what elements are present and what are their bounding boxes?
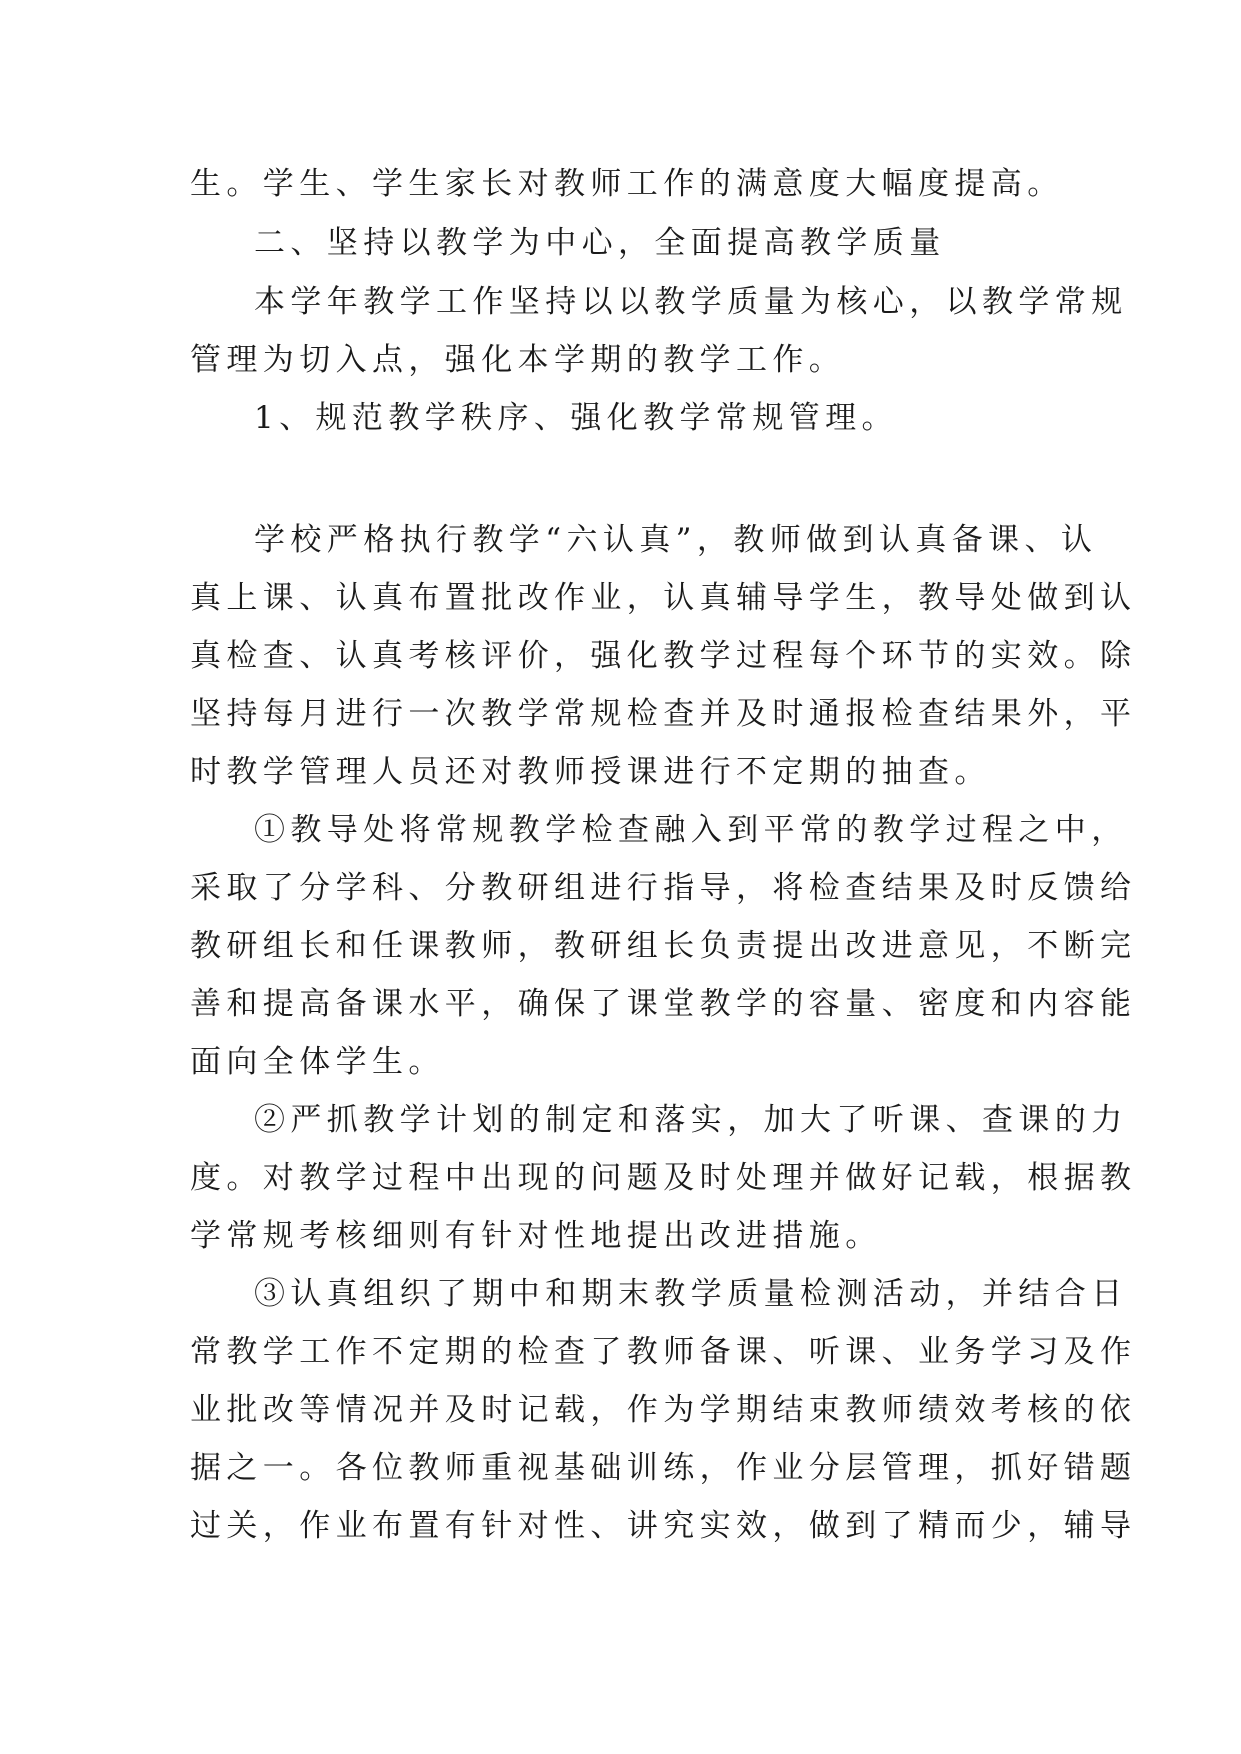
text-line: 据之一。各位教师重视基础训练，作业分层管理，抓好错题	[190, 1450, 1137, 1486]
text-line: ①教导处将常规教学检查融入到平常的教学过程之中，	[254, 812, 1128, 848]
text-line: ②严抓教学计划的制定和落实，加大了听课、查课的力	[254, 1102, 1128, 1138]
text-line: 真上课、认真布置批改作业，认真辅导学生，教导处做到认	[190, 580, 1137, 616]
text-line: 时教学管理人员还对教师授课进行不定期的抽查。	[190, 754, 991, 790]
text-line: ③认真组织了期中和期末教学质量检测活动，并结合日	[254, 1276, 1128, 1312]
text-line: 面向全体学生。	[190, 1044, 445, 1080]
text-line: 本学年教学工作坚持以以教学质量为核心，以教学常规	[254, 284, 1128, 320]
text-line: 善和提高备课水平，确保了课堂教学的容量、密度和内容能	[190, 986, 1137, 1022]
subsection-heading: 1、规范教学秩序、强化教学常规管理。	[254, 400, 898, 436]
text-line: 常教学工作不定期的检查了教师备课、听课、业务学习及作	[190, 1334, 1137, 1370]
text-line: 真检查、认真考核评价，强化教学过程每个环节的实效。除	[190, 638, 1137, 674]
text-line: 学常规考核细则有针对性地提出改进措施。	[190, 1218, 882, 1254]
text-line: 学校严格执行教学“六认真”，教师做到认真备课、认	[254, 522, 1098, 558]
text-line: 过关，作业布置有针对性、讲究实效，做到了精而少，辅导	[190, 1508, 1137, 1544]
text-line: 管理为切入点，强化本学期的教学工作。	[190, 342, 846, 378]
text-line: 业批改等情况并及时记载，作为学期结束教师绩效考核的依	[190, 1392, 1137, 1428]
section-heading: 二、坚持以教学为中心，全面提高教学质量	[254, 225, 946, 261]
text-line: 教研组长和任课教师，教研组长负责提出改进意见，不断完	[190, 928, 1137, 964]
text-line: 度。对教学过程中出现的问题及时处理并做好记载，根据教	[190, 1160, 1137, 1196]
text-line: 采取了分学科、分教研组进行指导，将检查结果及时反馈给	[190, 870, 1137, 906]
text-line: 坚持每月进行一次教学常规检查并及时通报检查结果外，平	[190, 696, 1137, 732]
text-line: 生。学生、学生家长对教师工作的满意度大幅度提高。	[190, 166, 1064, 202]
